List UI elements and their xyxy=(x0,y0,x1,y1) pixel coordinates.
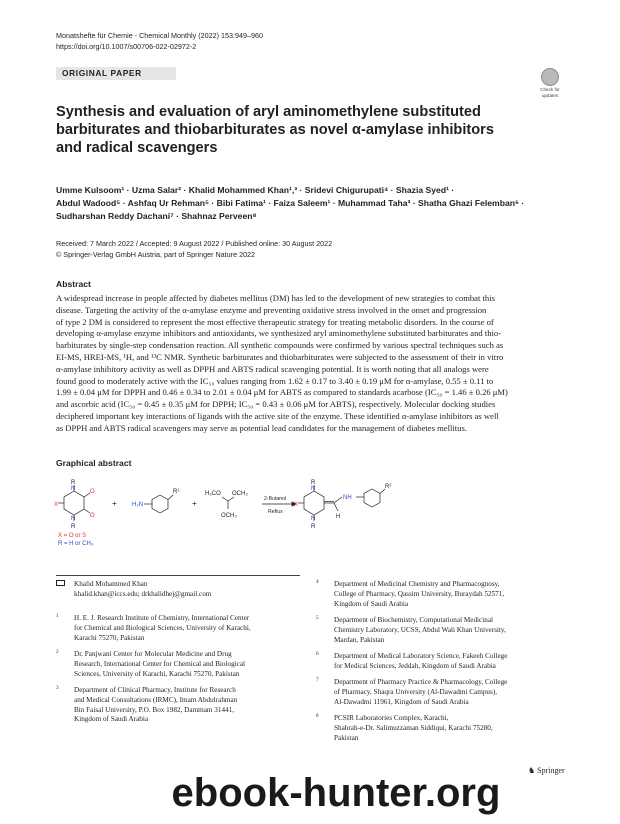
title-line: Synthesis and evaluation of aryl aminomethylene substituted xyxy=(56,104,481,120)
check-updates-icon xyxy=(541,68,559,86)
journal-citation: Monatshefte für Chemie - Chemical Monthly (2022) 153:949–960 xyxy=(56,31,263,40)
affiliation: 5 Department of Biochemistry, Computational Medicinal Chemistry Laboratory, UCSS, Abdul Wali Khan University, Mardan, Pakistan xyxy=(316,615,506,644)
reaction-condition: Reflux xyxy=(268,509,283,515)
affiliation: 4 Department of Medicinal Chemistry and Pharmacognosy, College of Pharmacy, Qassim University, Buraydah 52571, Kingdom of Saudi Arabia xyxy=(316,579,505,608)
doi-link[interactable]: https://doi.org/10.1007/s00706-022-02972-2 xyxy=(56,42,197,51)
atom-label: N xyxy=(311,486,316,492)
history-line: Received: 7 March 2022 / Accepted: 9 August 2022 / Published online: 30 August 2022 xyxy=(56,239,333,248)
title-line: barbiturates and thiobarbiturates as novel α-amylase inhibitors xyxy=(56,122,494,138)
atom-label: X xyxy=(54,502,59,508)
atom-label: R xyxy=(71,524,76,530)
abstract-line: and ascorbic acid (IC₅₀ = 0.45 ± 0.35 μM for DPPH; IC₅₀ = 0.43 ± 0.06 μM for ABTS), respectively. Molecular docking studies xyxy=(56,399,496,410)
atom-label: R¹ xyxy=(173,489,180,495)
affiliation: 6 Department of Medical Laboratory Science, Fakeeh College for Medical Sciences, Jeddah, Kingdom of Saudi Arabia xyxy=(316,651,508,670)
abstract-line: barbiturates by single-step condensation reaction. All synthetic compounds were confirmed by various spectral techniques such as xyxy=(56,340,504,351)
atom-label: NH xyxy=(343,495,352,501)
footnotes-right xyxy=(316,580,566,750)
affiliation: 1 H. E. J. Research Institute of Chemistry, International Center for Chemical and Biological Sciences, University of Karachi, Karachi 75270, Pakistan xyxy=(56,613,251,642)
atom-label: H xyxy=(336,514,341,520)
title-line: and radical scavengers xyxy=(56,140,218,156)
atom-label: R xyxy=(311,524,316,530)
reagent-label: OCH₃ xyxy=(221,513,237,519)
product-ring xyxy=(304,491,324,515)
product-aryl-ring xyxy=(364,489,380,507)
graphical-abstract-heading: Graphical abstract xyxy=(56,458,132,468)
reagent-label: OCH₃ xyxy=(232,491,248,497)
affiliation: 7 Department of Pharmacy Practice & Pharmacology, College of Pharmacy, Shaqra University (Al-Dawadmi Campus), Al-Dawadmi 11961, Kingdom of Saudi Arabia xyxy=(316,677,508,706)
abstract-line: found good to moderately active with the IC₅₀ values ranging from 1.62 ± 0.17 to 3.40 ± 0.19 μM for α-amylase, 0.55 ± 0.11 to xyxy=(56,375,494,386)
email-link[interactable]: khalid.khan@iccs.edu; drkhalidhej@gmail.com xyxy=(74,589,212,598)
article-type-badge xyxy=(56,67,176,80)
abstract-line: of type 2 DM is considered to represent the most effective therapeutic strategy for treating metabolic disorders. In the course of xyxy=(56,316,494,327)
paper-title xyxy=(56,103,556,157)
plus-sign: + xyxy=(112,499,117,508)
atom-label: O xyxy=(90,513,95,519)
abstract-line: α-amylase inhibitory activity as well as DPPH and ABTS radical scavenging potential. It is worth noting that all analogs were xyxy=(56,363,489,374)
watermark-text: ebook-hunter.org xyxy=(171,771,501,815)
aniline-ring xyxy=(152,495,168,513)
copyright-line: © Springer-Verlag GmbH Austria, part of Springer Nature 2022 xyxy=(56,249,256,259)
mail-icon xyxy=(56,580,65,586)
publisher-name: Springer xyxy=(537,766,565,775)
corresponding-author: Khalid Mohammed Khan xyxy=(74,580,148,588)
atom-label: N xyxy=(311,516,316,522)
abstract-body xyxy=(56,293,566,435)
atom-label: O xyxy=(90,489,95,495)
amine-label: H₂N xyxy=(132,502,143,508)
reaction-scheme xyxy=(52,475,412,557)
atom-label: X xyxy=(294,502,299,508)
correspondence xyxy=(56,580,211,600)
barbiturate-ring xyxy=(64,491,84,515)
affiliation: 8 PCSIR Laboratories Complex, Karachi, Shahrah-e-Dr. Salimuzzaman Siddiqui, Karachi 75280, Pakistan xyxy=(316,713,493,742)
journal-header xyxy=(56,30,263,52)
affiliation: 2 Dr. Panjwani Center for Molecular Medicine and Drug Research, International Center for Chemical and Biological Sciences, University of Karachi, Karachi 75270, Pakistan xyxy=(56,649,246,678)
reaction-condition: 2-Butanol xyxy=(264,496,287,502)
article-type-label: ORIGINAL PAPER xyxy=(62,68,142,78)
author-list xyxy=(56,184,566,223)
springer-horse-icon: ♞ xyxy=(528,766,536,775)
atom-label: R¹ xyxy=(385,484,392,490)
check-updates-label: Check for updates xyxy=(540,87,560,98)
atom-label: N xyxy=(71,516,76,522)
legend-x: X = O or S xyxy=(58,533,87,539)
abstract-line: 1.99 ± 0.04 μM for DPPH and 0.46 ± 0.34 to 2.01 ± 0.04 μM for ABTS as compared to standards acarbose (IC₅₀ = 1.46 ± 0.26 μM) xyxy=(56,387,508,398)
affiliation: 3 Department of Clinical Pharmacy, Institute for Research and Medical Consultations (IRMC), Imam Abdulrahman Bin Faisal University, P.O. Box 1982, Dammam 31441, Kingdom of Saudi Arabia xyxy=(56,685,238,724)
atom-label: R xyxy=(311,480,316,486)
check-for-updates-button[interactable] xyxy=(535,67,565,101)
publisher-logo xyxy=(528,766,565,775)
abstract-line: disease. Targeting the activity of the α-amylase enzyme and preventing oxidative stress involved in the onset and progression xyxy=(56,304,487,315)
abstract-line: A widespread increase in people affected by diabetes mellitus (DM) has led to the development of new strategies to combat this xyxy=(56,293,495,303)
abstract-line: developing α-amylase enzyme inhibitors and antioxidants, we synthesized aryl aminomethylene substituted barbiturates and thio- xyxy=(56,328,502,339)
author-line: Sudharshan Reddy Dachani⁷ · Shahnaz Perveen⁸ xyxy=(56,211,257,221)
publication-dates xyxy=(56,239,332,260)
atom-label: R xyxy=(71,480,76,486)
abstract-line: as DPPH and ABTS radical scavengers may serve as potential lead candidates for the management of diabetes mellitus. xyxy=(56,422,467,433)
abstract-line: EI-MS, HREI-MS, ¹H, and ¹³C NMR. Synthetic barbiturates and thiobarbiturates were subjected to the assessment of their in vitro xyxy=(56,351,504,362)
footnotes-left xyxy=(56,580,306,730)
legend-r: R = H or CH₃ xyxy=(58,541,94,547)
watermark xyxy=(126,768,546,816)
author-line: Umme Kulsoom¹ · Uzma Salar² · Khalid Mohammed Khan¹,³ · Sridevi Chigurupati⁴ · Shazia Syed¹ · xyxy=(56,185,455,195)
atom-label: N xyxy=(71,486,76,492)
plus-sign: + xyxy=(192,499,197,508)
abstract-heading: Abstract xyxy=(56,279,91,289)
reagent-label: H₃CO xyxy=(205,491,221,497)
footnote-separator xyxy=(56,575,300,576)
abstract-line: deciphered important key interactions of ligands with the active site of the enzyme. These identified α-amylase inhibitors as well xyxy=(56,410,499,421)
author-line: Abdul Wadood⁵ · Ashfaq Ur Rehman⁵ · Bibi Fatima¹ · Faiza Saleem¹ · Muhammad Taha³ · Shatha Ghazi Felemban⁶ · xyxy=(56,198,525,208)
